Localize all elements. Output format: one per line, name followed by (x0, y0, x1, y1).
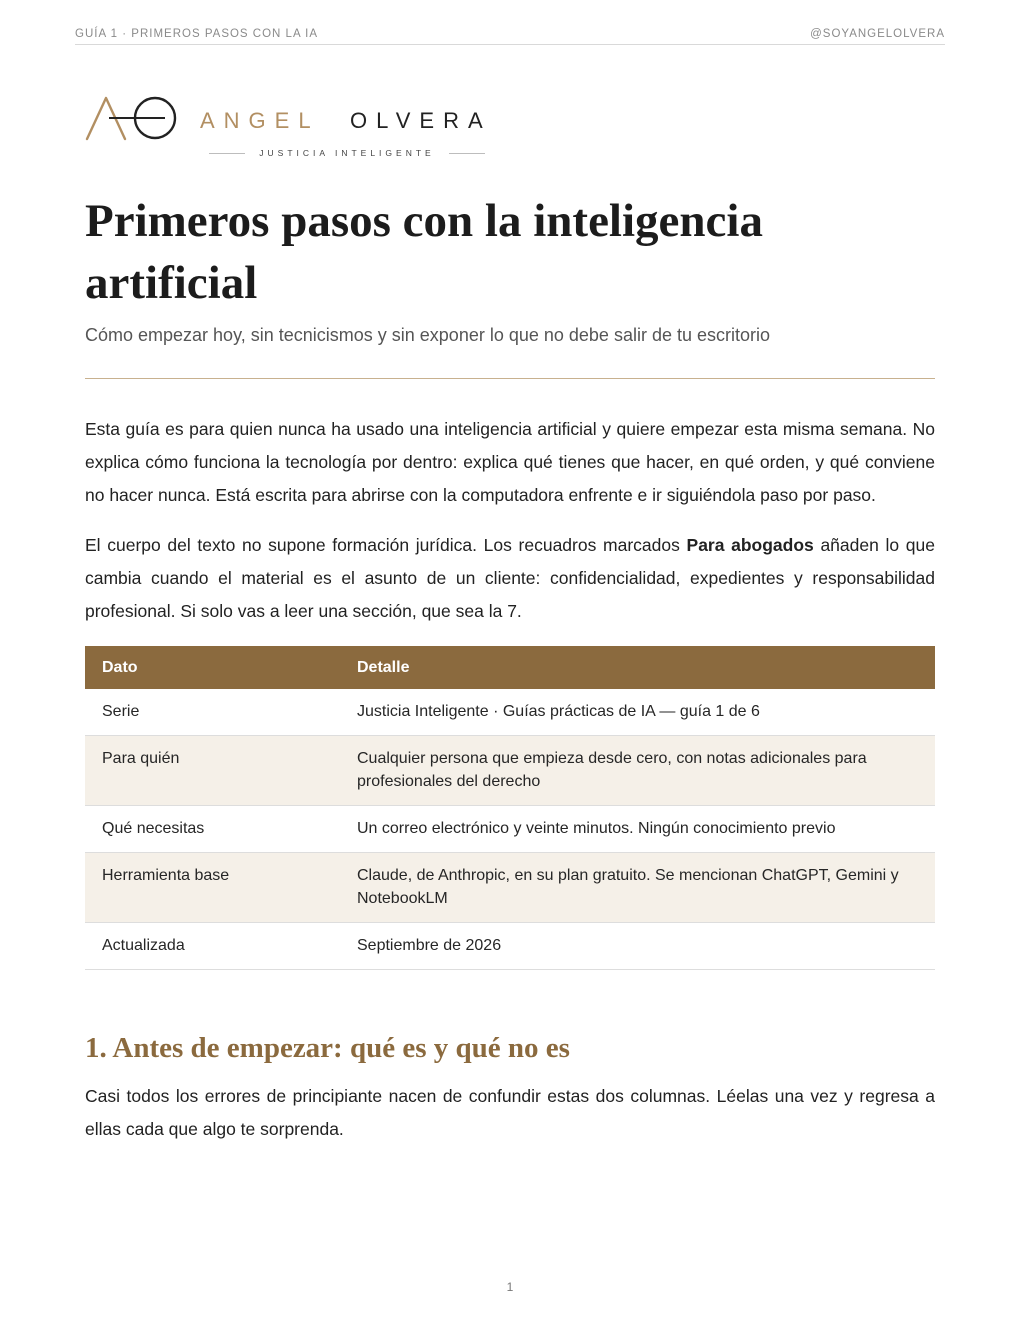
intro-paragraph-1: Esta guía es para quien nunca ha usado una inteligencia artificial y quiere empezar esta misma semana. No explica cómo funciona la tecnología por dentro: explica qué tienes que hacer, en qué orden, y qué conviene no hacer nunca. Está escrita para abrirse con la computadora enfrente e ir siguiéndola paso por paso. (85, 419, 935, 505)
table-cell-label: Serie (85, 689, 340, 736)
intro-paragraph-2-end: añaden lo que cambia cuando el material es el asunto de un cliente: confidencialidad, expedientes y responsabilidad profesional. Si solo vas a leer una sección, que sea la 7. (85, 535, 935, 621)
page-number: 1 (506, 1280, 514, 1294)
table-cell-label: Qué necesitas (85, 806, 340, 853)
document-body (85, 190, 935, 1146)
running-header-right: @SOYANGELOLVERA (810, 28, 945, 40)
table-header-cell: Dato (85, 646, 340, 689)
table-cell-label: Herramienta base (85, 853, 340, 923)
table-cell-value: Claude, de Anthropic, en su plan gratuito. Se mencionan ChatGPT, Gemini y NotebookLM (340, 853, 935, 923)
title-divider (85, 378, 935, 379)
table-row (85, 806, 935, 853)
table-row (85, 923, 935, 970)
tagline-rule-left (209, 153, 245, 154)
table-cell-label: Actualizada (85, 923, 340, 970)
table-row (85, 736, 935, 806)
section-1-heading: 1. Antes de empezar: qué es y qué no es (85, 1032, 570, 1064)
running-header-left: GUÍA 1 · PRIMEROS PASOS CON LA IA (75, 28, 319, 40)
intro-paragraph-2 (85, 529, 935, 628)
document-title: Primeros pasos con la inteligencia artificial (85, 195, 763, 309)
intro-paragraph-2-emphasis: Para abogados (686, 535, 814, 555)
intro-paragraph-2-start: El cuerpo del texto no supone formación jurídica. Los recuadros marcados (85, 535, 687, 555)
document-subtitle: Cómo empezar hoy, sin tecnicismos y sin exponer lo que no debe salir de tu escritorio (85, 325, 771, 345)
brand-logo (85, 92, 505, 164)
table-cell-value: Justicia Inteligente · Guías prácticas de IA — guía 1 de 6 (340, 689, 935, 736)
running-header (75, 24, 945, 45)
info-table (85, 646, 935, 970)
table-cell-value: Cualquier persona que empieza desde cero, con notas adicionales para profesionales del derecho (340, 736, 935, 806)
table-row (85, 689, 935, 736)
brand-tagline (197, 147, 497, 159)
table-header-row (85, 646, 935, 689)
tagline-rule-right (449, 153, 485, 154)
table-row (85, 853, 935, 923)
table-header-cell: Detalle (340, 646, 935, 689)
section-1-paragraph: Casi todos los errores de principiante nacen de confundir estas dos columnas. Léelas una vez y regresa a ellas cada que algo te sorprenda. (85, 1086, 935, 1139)
tagline-text: JUSTICIA INTELIGENTE (259, 148, 435, 158)
ao-monogram-icon (85, 92, 185, 148)
table-cell-value: Un correo electrónico y veinte minutos. Ningún conocimiento previo (340, 806, 935, 853)
brand-first-name: ANGEL (200, 108, 320, 133)
brand-last-name: OLVERA (350, 108, 492, 133)
table-cell-value: Septiembre de 2026 (340, 923, 935, 970)
table-cell-label: Para quién (85, 736, 340, 806)
